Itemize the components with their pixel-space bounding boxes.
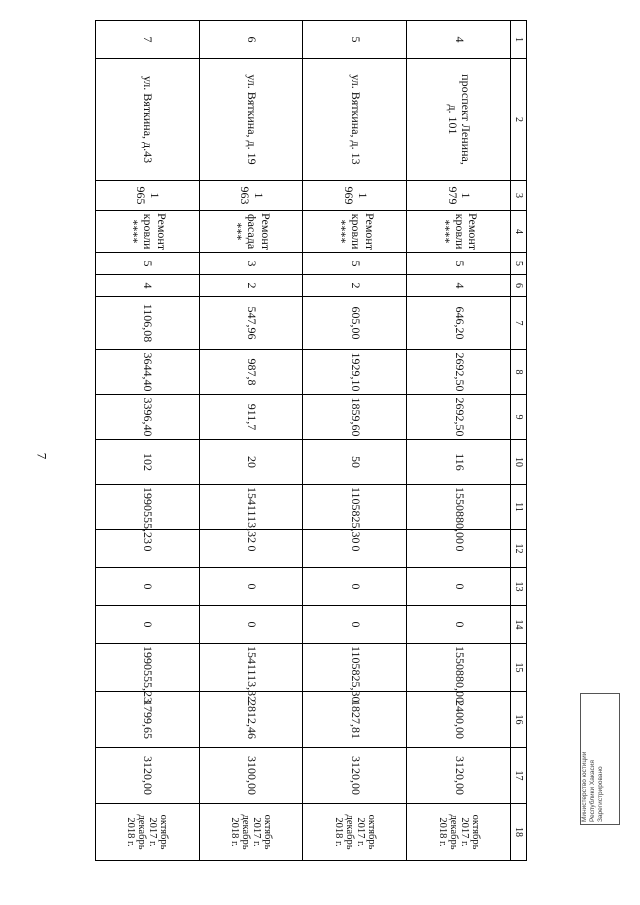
value-cell: 3120,00 (407, 748, 511, 804)
value-cell: 1859,60 (303, 395, 407, 440)
value-cell: 0 (303, 606, 407, 644)
period-cell (199, 804, 303, 861)
entrances-cell: 4 (407, 275, 511, 297)
floors-cell: 5 (303, 253, 407, 275)
column-header-1: 1 (511, 21, 527, 59)
work-type-mark: **** (334, 219, 349, 244)
build-year-cell: 1 963 (199, 181, 303, 211)
column-header-11: 11 (511, 485, 527, 530)
regional-program-table (95, 20, 527, 860)
value-cell: 116 (407, 440, 511, 485)
period-start: октябрь 2017 г. (147, 814, 170, 850)
value-cell: 3120,00 (96, 748, 200, 804)
work-type-cell (303, 211, 407, 253)
period-end: декабрь 2018 г. (229, 814, 252, 850)
value-cell: 0 (303, 568, 407, 606)
row-number: 6 (199, 21, 303, 59)
value-cell: 1106,08 (96, 297, 200, 350)
entrances-cell: 2 (303, 275, 407, 297)
column-header-2: 2 (511, 59, 527, 181)
value-cell: 0 (407, 530, 511, 568)
value-cell: 0 (199, 530, 303, 568)
column-header-12: 12 (511, 530, 527, 568)
work-type: Ремонт фасада (245, 213, 273, 251)
floors-cell: 5 (96, 253, 200, 275)
value-cell: 1105825,30 (303, 644, 407, 692)
column-header-5: 5 (511, 253, 527, 275)
column-header-18: 18 (511, 804, 527, 861)
address-line: д. 101 (445, 104, 460, 135)
work-type-cell (199, 211, 303, 253)
address-line: ул. Вяткина, д. 19 (245, 74, 260, 165)
row-number: 7 (96, 21, 200, 59)
period-cell (407, 804, 511, 861)
value-cell: 987,8 (199, 350, 303, 395)
value-cell: 2692,50 (407, 395, 511, 440)
period-end: декабрь 2018 г. (125, 814, 148, 850)
value-cell: 1541113,32 (199, 485, 303, 530)
column-header-10: 10 (511, 440, 527, 485)
entrances-cell: 4 (96, 275, 200, 297)
value-cell: 911,7 (199, 395, 303, 440)
value-cell: 1929,10 (303, 350, 407, 395)
column-header-4: 4 (511, 211, 527, 253)
work-type-mark: **** (127, 219, 142, 244)
table-row (199, 21, 303, 861)
value-cell: 646,20 (407, 297, 511, 350)
address-cell (199, 59, 303, 181)
value-cell: 2692,50 (407, 350, 511, 395)
registration-stamp (580, 693, 620, 825)
value-cell: 547,96 (199, 297, 303, 350)
value-cell: 1550880,00 (407, 644, 511, 692)
value-cell: 3396,40 (96, 395, 200, 440)
address-cell (303, 59, 407, 181)
stamp-text (581, 694, 617, 822)
column-header-9: 9 (511, 395, 527, 440)
column-header-13: 13 (511, 568, 527, 606)
build-year-cell: 1 965 (96, 181, 200, 211)
address-line: проспект Ленина, (459, 74, 474, 165)
value-cell: 2400,00 (407, 692, 511, 748)
work-type-cell (407, 211, 511, 253)
column-header-16: 16 (511, 692, 527, 748)
value-cell: 1827,81 (303, 692, 407, 748)
value-cell: 1990555,23 (96, 485, 200, 530)
work-type: Ремонт кровли (452, 213, 481, 251)
address-line: ул. Вяткина, д.43 (141, 75, 156, 164)
address-cell (96, 59, 200, 181)
value-cell: 102 (96, 440, 200, 485)
page-number: 7 (34, 452, 50, 460)
build-year-cell: 1 969 (303, 181, 407, 211)
value-cell: 0 (199, 606, 303, 644)
floors-cell: 5 (407, 253, 511, 275)
period-start: октябрь 2017 г. (354, 814, 377, 850)
value-cell: 1799,65 (96, 692, 200, 748)
work-type: Ремонт кровли (348, 213, 377, 251)
value-cell: 3100,00 (199, 748, 303, 804)
period-cell (303, 804, 407, 861)
column-number-row (511, 21, 527, 861)
value-cell: 2812,46 (199, 692, 303, 748)
row-number: 5 (303, 21, 407, 59)
address-line: ул. Вяткина, д. 13 (348, 74, 363, 165)
work-type: Ремонт кровли (141, 213, 170, 251)
column-header-14: 14 (511, 606, 527, 644)
value-cell: 50 (303, 440, 407, 485)
period-start: октябрь 2017 г. (251, 814, 274, 850)
work-type-mark: *** (231, 222, 246, 241)
table-row (96, 21, 200, 861)
value-cell: 0 (96, 606, 200, 644)
value-cell: 1541113,32 (199, 644, 303, 692)
value-cell: 1550880,00 (407, 485, 511, 530)
column-header-7: 7 (511, 297, 527, 350)
value-cell: 0 (407, 606, 511, 644)
value-cell: 0 (407, 568, 511, 606)
value-cell: 1105825,30 (303, 485, 407, 530)
column-header-6: 6 (511, 275, 527, 297)
stamp-line: Зарегистрировано (596, 766, 604, 822)
stamp-line: Министерство юстиции (581, 751, 588, 822)
value-cell: 3120,00 (303, 748, 407, 804)
value-cell: 1990555,23 (96, 644, 200, 692)
column-header-15: 15 (511, 644, 527, 692)
period-cell (96, 804, 200, 861)
row-number: 4 (407, 21, 511, 59)
column-header-17: 17 (511, 748, 527, 804)
period-end: декабрь 2018 г. (332, 814, 355, 850)
value-cell: 20 (199, 440, 303, 485)
table-row (303, 21, 407, 861)
stamp-line: Республики Хакасия (588, 760, 596, 822)
entrances-cell: 2 (199, 275, 303, 297)
address-cell (407, 59, 511, 181)
work-type-mark: **** (438, 219, 453, 244)
value-cell: 0 (96, 530, 200, 568)
work-type-cell (96, 211, 200, 253)
period-start: октябрь 2017 г. (458, 814, 481, 850)
column-header-3: 3 (511, 181, 527, 211)
floors-cell: 3 (199, 253, 303, 275)
value-cell: 3644,40 (96, 350, 200, 395)
value-cell: 0 (96, 568, 200, 606)
value-cell: 0 (199, 568, 303, 606)
build-year-cell: 1 979 (407, 181, 511, 211)
period-end: декабрь 2018 г. (436, 814, 459, 850)
value-cell: 605,00 (303, 297, 407, 350)
table-row (407, 21, 511, 861)
value-cell: 0 (303, 530, 407, 568)
column-header-8: 8 (511, 350, 527, 395)
